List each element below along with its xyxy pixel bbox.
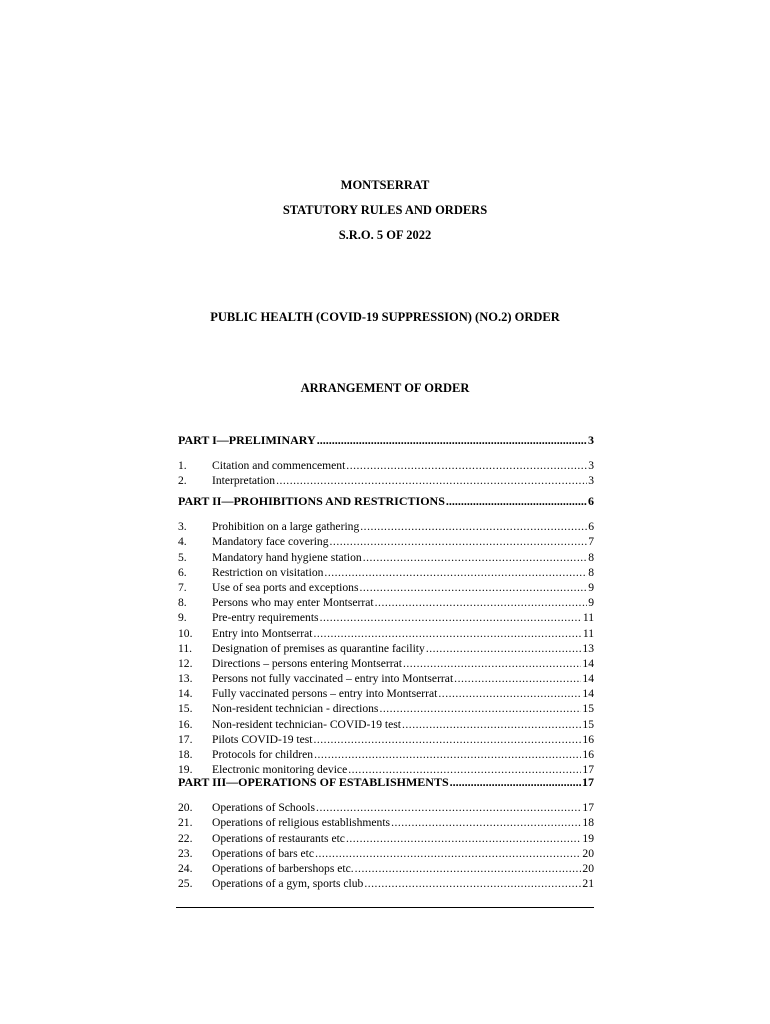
- entry-title: Use of sea ports and exceptions: [212, 580, 359, 594]
- toc-part-3: [178, 775, 594, 890]
- sro-number: S.R.O. 5 OF 2022: [338, 228, 432, 242]
- series-heading: STATUTORY RULES AND ORDERS: [282, 203, 488, 217]
- entry-page: 14: [582, 687, 594, 701]
- entry-number: 12.: [178, 656, 193, 670]
- toc-entry[interactable]: [178, 579, 594, 594]
- entry-number: 7.: [178, 580, 187, 594]
- entry-number: 2.: [178, 474, 187, 488]
- entry-number: 23.: [178, 846, 193, 860]
- part-title: PART I—PRELIMINARY: [178, 433, 316, 447]
- entry-page: 14: [582, 656, 594, 670]
- entry-title: Non-resident technician- COVID-19 test: [212, 717, 401, 731]
- entry-page: 16: [582, 748, 594, 761]
- toc-entry[interactable]: [178, 685, 594, 700]
- toc-entry[interactable]: [178, 731, 594, 746]
- entry-number: 19.: [178, 763, 193, 777]
- entry-number: 10.: [178, 626, 193, 640]
- entry-title: Restriction on visitation: [212, 565, 324, 579]
- dot-leader: [446, 494, 587, 509]
- part-title: PART II—PROHIBITIONS AND RESTRICTIONS: [178, 494, 445, 508]
- toc-part-heading[interactable]: [178, 775, 594, 790]
- entry-page: 8: [588, 550, 594, 564]
- entry-page: 19: [582, 831, 594, 845]
- toc-part-2: [178, 494, 594, 776]
- toc-entry[interactable]: [178, 548, 594, 563]
- dot-leader: [330, 535, 588, 548]
- toc-entry[interactable]: [178, 829, 594, 844]
- entry-title: Operations of barbershops etc.: [212, 861, 354, 875]
- entry-title: Directions – persons entering Montserrat: [212, 656, 402, 670]
- entry-page: 3: [588, 474, 594, 488]
- entry-title: Non-resident technician - directions: [212, 702, 379, 716]
- dot-leader: [313, 733, 581, 746]
- toc-entry[interactable]: [178, 457, 594, 472]
- toc-entry[interactable]: [178, 518, 594, 533]
- entry-number: 11.: [178, 641, 193, 655]
- entry-page: 6: [588, 520, 594, 534]
- dot-leader: [346, 832, 581, 845]
- toc-entry[interactable]: [178, 860, 594, 875]
- entry-page: 13: [582, 641, 594, 655]
- entry-number: 4.: [178, 535, 187, 549]
- entry-title: Persons not fully vaccinated – entry into Montserrat: [212, 672, 454, 686]
- entry-title: Mandatory face covering: [212, 535, 329, 549]
- entry-number: 17.: [178, 732, 193, 746]
- entry-title: Pre-entry requirements: [212, 611, 319, 625]
- toc-entry[interactable]: [178, 845, 594, 860]
- part-page: 17: [582, 775, 594, 789]
- dot-leader: [403, 657, 581, 670]
- entry-page: 14: [582, 672, 594, 686]
- toc-entry[interactable]: [178, 564, 594, 579]
- toc-entry[interactable]: [178, 594, 594, 609]
- entry-title: Operations of bars etc: [212, 846, 315, 860]
- toc-entry[interactable]: [178, 624, 594, 639]
- toc-entry[interactable]: [178, 533, 594, 548]
- entry-title: Persons who may enter Montserrat: [212, 596, 374, 610]
- entry-title: Electronic monitoring device: [212, 763, 348, 777]
- entry-title: Pilots COVID-19 test: [212, 732, 313, 746]
- dot-leader: [375, 596, 588, 609]
- entry-number: 1.: [178, 459, 187, 473]
- entry-number: 18.: [178, 748, 193, 761]
- entry-number: 21.: [178, 816, 193, 830]
- entry-number: 15.: [178, 702, 193, 716]
- toc-entry[interactable]: [178, 761, 594, 776]
- entry-number: 24.: [178, 861, 193, 875]
- entry-page: 15: [582, 702, 594, 716]
- entry-page: 11: [582, 626, 594, 640]
- toc-entry[interactable]: [178, 814, 594, 829]
- entry-page: 20: [582, 861, 594, 875]
- dot-leader: [363, 551, 587, 564]
- order-title: PUBLIC HEALTH (COVID-19 SUPPRESSION) (NO.2) ORDER: [210, 310, 560, 324]
- entry-title: Designation of premises as quarantine facility: [212, 641, 425, 655]
- dot-leader: [346, 459, 587, 472]
- toc-entry[interactable]: [178, 670, 594, 685]
- toc-entry[interactable]: [178, 746, 594, 761]
- entry-title: Protocols for children: [212, 748, 314, 761]
- dot-leader: [360, 581, 588, 594]
- dot-leader: [276, 474, 587, 487]
- territory-heading: MONTSERRAT: [340, 178, 430, 192]
- entry-page: 21: [582, 877, 594, 891]
- entry-number: 20.: [178, 801, 193, 815]
- dot-leader: [355, 862, 582, 875]
- toc-entry[interactable]: [178, 640, 594, 655]
- entry-title: Citation and commencement: [212, 459, 346, 473]
- dot-leader: [360, 520, 587, 533]
- entry-page: 3: [588, 459, 594, 473]
- entry-page: 8: [588, 565, 594, 579]
- entry-title: Operations of a gym, sports club: [212, 877, 364, 891]
- entry-title: Mandatory hand hygiene station: [212, 550, 362, 564]
- entry-number: 5.: [178, 550, 187, 564]
- dot-leader: [314, 748, 581, 761]
- toc-part-1: [178, 433, 594, 487]
- dot-leader: [426, 642, 582, 655]
- entry-page: 16: [582, 732, 594, 746]
- entry-page: 9: [588, 580, 594, 594]
- entry-number: 6.: [178, 565, 187, 579]
- entry-page: 9: [588, 596, 594, 610]
- dot-leader: [454, 672, 581, 685]
- dot-leader: [315, 847, 581, 860]
- entry-page: 7: [588, 535, 594, 549]
- entry-number: 16.: [178, 717, 193, 731]
- dot-leader: [364, 877, 581, 890]
- toc-entry[interactable]: [178, 472, 594, 487]
- entry-number: 13.: [178, 672, 193, 686]
- part-page: 6: [588, 494, 594, 508]
- entry-page: 18: [582, 816, 594, 830]
- toc-entry[interactable]: [178, 875, 594, 890]
- toc-part-heading[interactable]: [178, 494, 594, 509]
- dot-leader: [391, 816, 581, 829]
- entry-title: Interpretation: [212, 474, 276, 488]
- toc-entry[interactable]: [178, 655, 594, 670]
- entry-title: Fully vaccinated persons – entry into Montserrat: [212, 687, 438, 701]
- toc-entry[interactable]: [178, 715, 594, 730]
- entry-title: Operations of Schools: [212, 801, 316, 815]
- entry-title: Entry into Montserrat: [212, 626, 313, 640]
- dot-leader: [324, 566, 587, 579]
- dot-leader: [320, 611, 582, 624]
- entry-number: 22.: [178, 831, 193, 845]
- toc-entry[interactable]: [178, 609, 594, 624]
- dot-leader: [438, 687, 581, 700]
- entry-page: 15: [582, 717, 594, 731]
- dot-leader: [450, 775, 581, 790]
- part-page: 3: [588, 433, 594, 447]
- toc-entry[interactable]: [178, 799, 594, 814]
- toc-part-heading[interactable]: [178, 433, 594, 448]
- entry-number: 14.: [178, 687, 193, 701]
- footer-rule: [176, 907, 594, 908]
- entry-page: 11: [582, 611, 594, 625]
- entry-page: 17: [582, 763, 594, 777]
- entry-title: Prohibition on a large gathering: [212, 520, 360, 534]
- dot-leader: [402, 718, 581, 731]
- dot-leader: [379, 702, 581, 715]
- entry-title: Operations of religious establishments: [212, 816, 391, 830]
- entry-number: 8.: [178, 596, 187, 610]
- entry-number: 3.: [178, 520, 187, 534]
- dot-leader: [313, 627, 581, 640]
- part-title: PART III—OPERATIONS OF ESTABLISHMENTS: [178, 775, 449, 789]
- entry-title: Operations of restaurants etc: [212, 831, 345, 845]
- entry-page: 20: [582, 846, 594, 860]
- entry-page: 17: [582, 801, 594, 815]
- dot-leader: [316, 801, 581, 814]
- entry-number: 25.: [178, 877, 193, 891]
- entry-number: 9.: [178, 611, 187, 625]
- arrangement-heading: ARRANGEMENT OF ORDER: [300, 381, 470, 395]
- dot-leader: [317, 433, 587, 448]
- toc-entry[interactable]: [178, 700, 594, 715]
